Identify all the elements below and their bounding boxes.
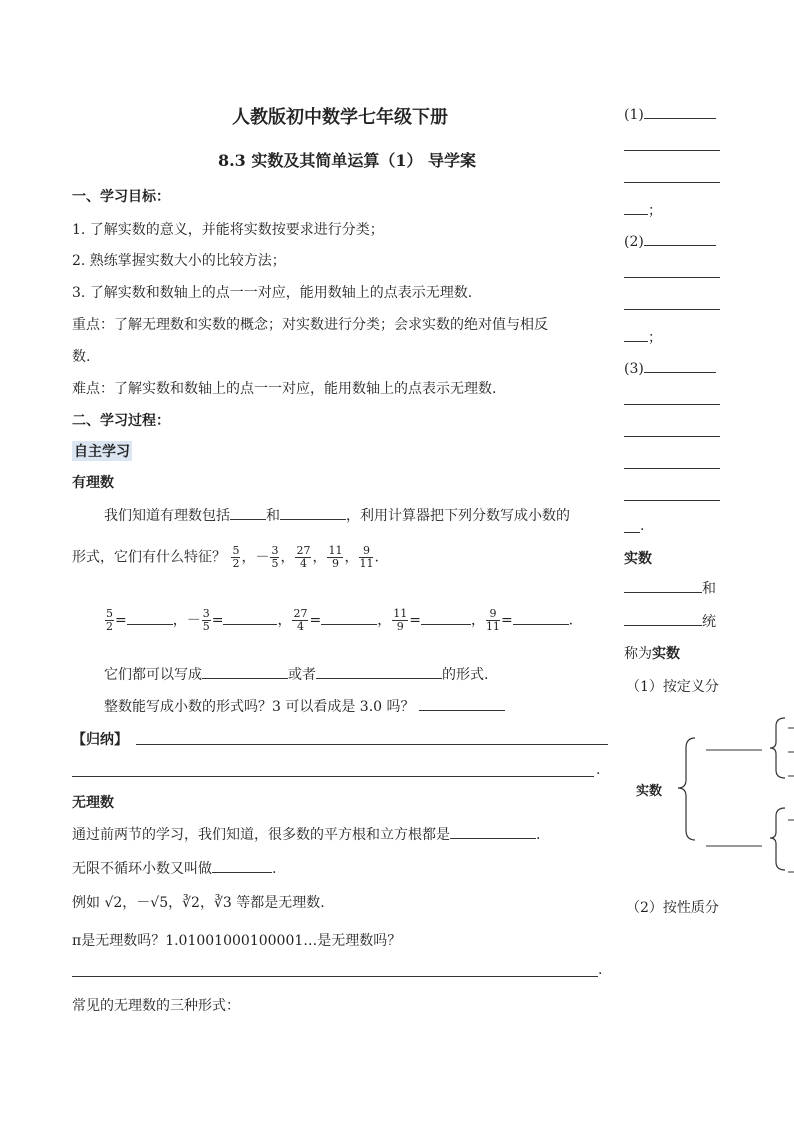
frac-num: 5: [232, 544, 240, 557]
sep: ，: [470, 612, 485, 629]
section1-heading: 一、学习目标：: [72, 189, 170, 205]
p1-text-c: ，利用计算器把下列分数写成小数的: [346, 508, 570, 524]
sep: ，: [312, 549, 327, 566]
p7-text: 无限不循环小数又叫做: [72, 861, 212, 877]
goal-1: 1. 了解实数的意义，并能将实数按要求进行分类；: [72, 222, 384, 238]
sep: ，: [168, 895, 183, 911]
sep: ，: [172, 612, 187, 629]
tree-brace-main: [678, 738, 695, 840]
minus-sign: －: [255, 549, 270, 566]
page-title: 人教版初中数学七年级下册: [232, 107, 448, 128]
p4-text-c: 的形式.: [442, 667, 489, 683]
goal-2: 2. 熟练掌握实数大小的比较方法；: [72, 253, 286, 269]
rational-heading: 有理数: [72, 475, 114, 491]
irrational-question: π是无理数吗？1.01001000100001…是无理数吗？: [72, 933, 402, 949]
side-item-1-label: (1): [624, 107, 644, 123]
side-item-3-label: (3): [624, 361, 644, 377]
frac-den: 4: [296, 620, 304, 633]
p6-text: 通过前两节的学习，我们知道，很多数的平方根和立方根都是: [72, 827, 450, 843]
frac-num: 27: [296, 544, 311, 557]
tree-brace-upper: [770, 718, 785, 778]
section2-heading: 二、学习过程：: [72, 413, 170, 429]
side-real-bold: 实数: [652, 646, 680, 662]
tree-root-label: 实数: [636, 784, 663, 799]
side-by-sign: （2）按性质分: [626, 900, 719, 916]
eq: =: [115, 612, 127, 629]
root-cbrt3: ∛3: [213, 895, 232, 911]
frac-num: 11: [393, 607, 408, 620]
summary-label: 【归纳】: [72, 732, 128, 748]
summary-end-dot: .: [596, 762, 601, 778]
end-dot: .: [374, 549, 379, 566]
p1-text-b: 和: [266, 508, 280, 524]
frac-den: 2: [106, 620, 113, 633]
sep: ，: [344, 549, 359, 566]
p4-text-a: 它们都可以写成: [104, 667, 202, 683]
sep: ，: [280, 549, 295, 566]
frac-num: 11: [328, 544, 343, 557]
side-semicolon: ；: [648, 203, 662, 219]
p4-text-b: 或者: [288, 667, 316, 683]
p2-text: 形式，它们有什么特征？: [72, 549, 226, 566]
dot: .: [272, 861, 277, 877]
side-tong: 统: [702, 614, 716, 630]
eq: =: [211, 612, 224, 629]
difficulty: 难点：了解实数和数轴上的点一一对应，能用数轴上的点表示无理数.: [72, 381, 497, 397]
tree-brace-lower: [770, 808, 785, 870]
side-item-2-label: (2): [624, 234, 644, 250]
frac-den: 4: [299, 557, 307, 570]
side-and: 和: [702, 581, 716, 597]
minus-sign: －: [186, 612, 201, 629]
frac-den: 11: [359, 557, 374, 570]
eq: =: [309, 612, 322, 629]
side-semicolon: ；: [648, 330, 662, 346]
sep: ，: [377, 612, 392, 629]
sep: ，: [199, 895, 214, 911]
p8-text-a: 例如: [72, 895, 100, 911]
eq: =: [500, 612, 513, 629]
sep: ，: [277, 612, 292, 629]
frac-den: 9: [331, 557, 339, 570]
frac-den: 2: [232, 557, 240, 570]
p5-text: 整数能写成小数的形式吗？3 可以看成是 3.0 吗？: [104, 699, 415, 715]
frac-den: 5: [271, 557, 279, 570]
side-dot: .: [640, 518, 645, 534]
eq: =: [409, 612, 421, 629]
p1-text-a: 我们知道有理数包括: [104, 508, 230, 524]
goal-3: 3. 了解实数和数轴上的点一一对应，能用数轴上的点表示无理数.: [72, 285, 473, 301]
frac-num: 9: [486, 608, 500, 621]
frac-num: 3: [202, 607, 210, 620]
root-sqrt2: √2: [104, 895, 123, 911]
frac-num: 27: [293, 607, 308, 620]
root-cbrt2: ∛2: [182, 895, 200, 911]
irrational-answer-dot: .: [598, 962, 603, 978]
sep: ，: [241, 549, 256, 566]
irrational-forms: 常见的无理数的三种形式：: [72, 998, 240, 1014]
page-subtitle: 8.3 实数及其简单运算（1） 导学案: [217, 151, 477, 170]
side-called: 称为: [624, 646, 652, 662]
irrational-heading: 无理数: [72, 795, 114, 811]
end-dot: .: [568, 612, 574, 629]
p8-text-b: 等都是无理数.: [236, 895, 325, 911]
frac-den: 11: [485, 620, 500, 633]
root-neg-sqrt5: －√5: [136, 895, 169, 911]
frac-num: 9: [359, 545, 373, 558]
key-point-line2: 数.: [72, 349, 91, 365]
side-by-definition: （1）按定义分: [626, 679, 719, 695]
frac-den: 5: [202, 620, 210, 633]
frac-den: 9: [396, 620, 404, 633]
side-real-heading: 实数: [624, 551, 652, 567]
self-study-label: 自主学习: [72, 441, 132, 461]
sep: ，: [122, 895, 137, 911]
dot: .: [536, 827, 541, 843]
frac-num: 3: [271, 544, 279, 557]
frac-num: 5: [106, 607, 113, 620]
key-point-line1: 重点：了解无理数和实数的概念；对实数进行分类；会求实数的绝对值与相反: [72, 317, 548, 333]
